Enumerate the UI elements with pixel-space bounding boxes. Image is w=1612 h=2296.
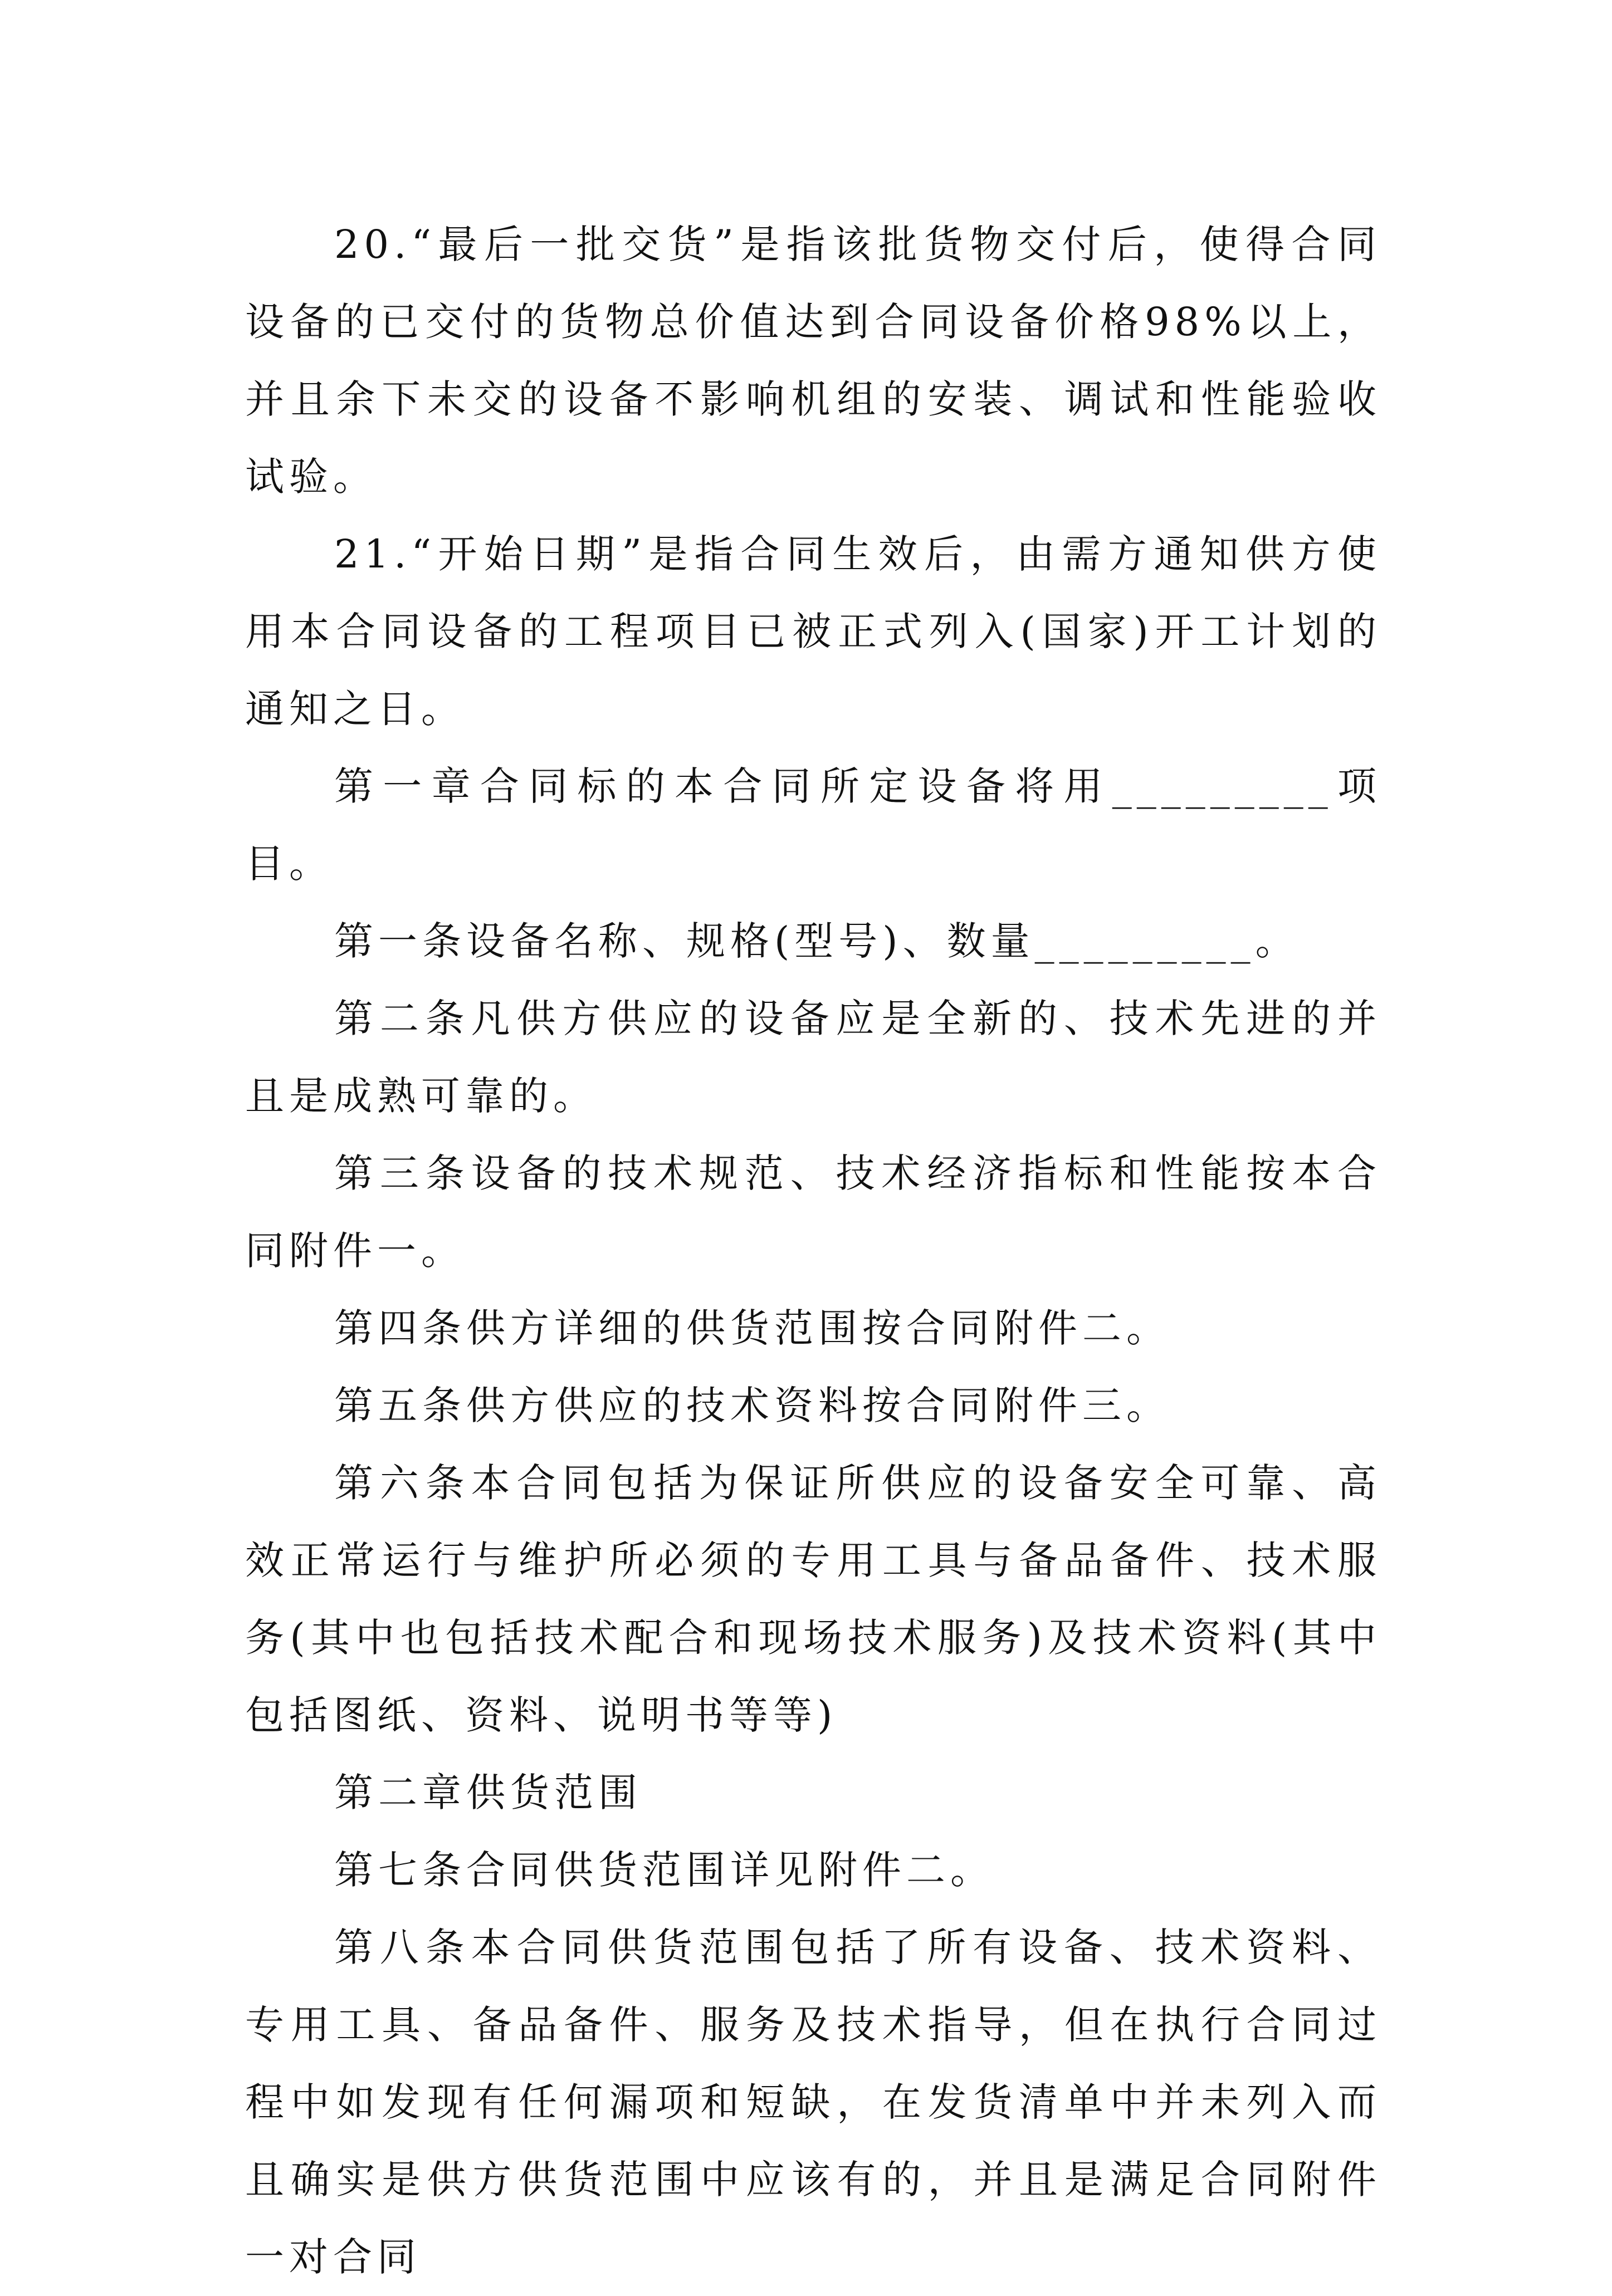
- article-2: 第二条凡供方供应的设备应是全新的、技术先进的并且是成熟可靠的。: [245, 996, 1381, 1119]
- article-1: 第一条设备名称、规格(型号)、数量_________。: [334, 918, 1300, 964]
- paragraph-start-date: 21.“开始日期”是指合同生效后，由需方通知供方使用本合同设备的工程项目已被正式列入(国家)开工计划的通知之日。: [245, 531, 1381, 732]
- paragraph-last-delivery: 20.“最后一批交货”是指该批货物交付后，使得合同设备的已交付的货物总价值达到合同设备价格98%以上，并且余下未交的设备不影响机组的安装、调试和性能验收试验。: [245, 222, 1381, 500]
- article-6: 第六条本合同包括为保证所供应的设备安全可靠、高效正常运行与维护所必须的专用工具与备品备件、技术服务(其中也包括技术配合和现场技术服务)及技术资料(其中包括图纸、资料、说明书等等): [245, 1460, 1381, 1738]
- article-4: 第四条供方详细的供货范围按合同附件二。: [334, 1305, 1170, 1351]
- chapter-2-heading: 第二章供货范围: [334, 1770, 642, 1815]
- article-7: 第七条合同供货范围详见附件二。: [334, 1847, 994, 1893]
- chapter-1-heading: 第一章合同标的本合同所定设备将用_________项目。: [245, 763, 1381, 887]
- article-3: 第三条设备的技术规范、技术经济指标和性能按本合同附件一。: [245, 1151, 1381, 1274]
- contract-text: [245, 206, 1381, 2296]
- article-8: 第八条本合同供货范围包括了所有设备、技术资料、专用工具、备品备件、服务及技术指导，但在执行合同过程中如发现有任何漏项和短缺，在发货清单中并未列入而且确实是供方供货范围中应该有的，并且是满足合同附件一对合同: [245, 1925, 1381, 2280]
- article-5: 第五条供方供应的技术资料按合同附件三。: [334, 1383, 1170, 1428]
